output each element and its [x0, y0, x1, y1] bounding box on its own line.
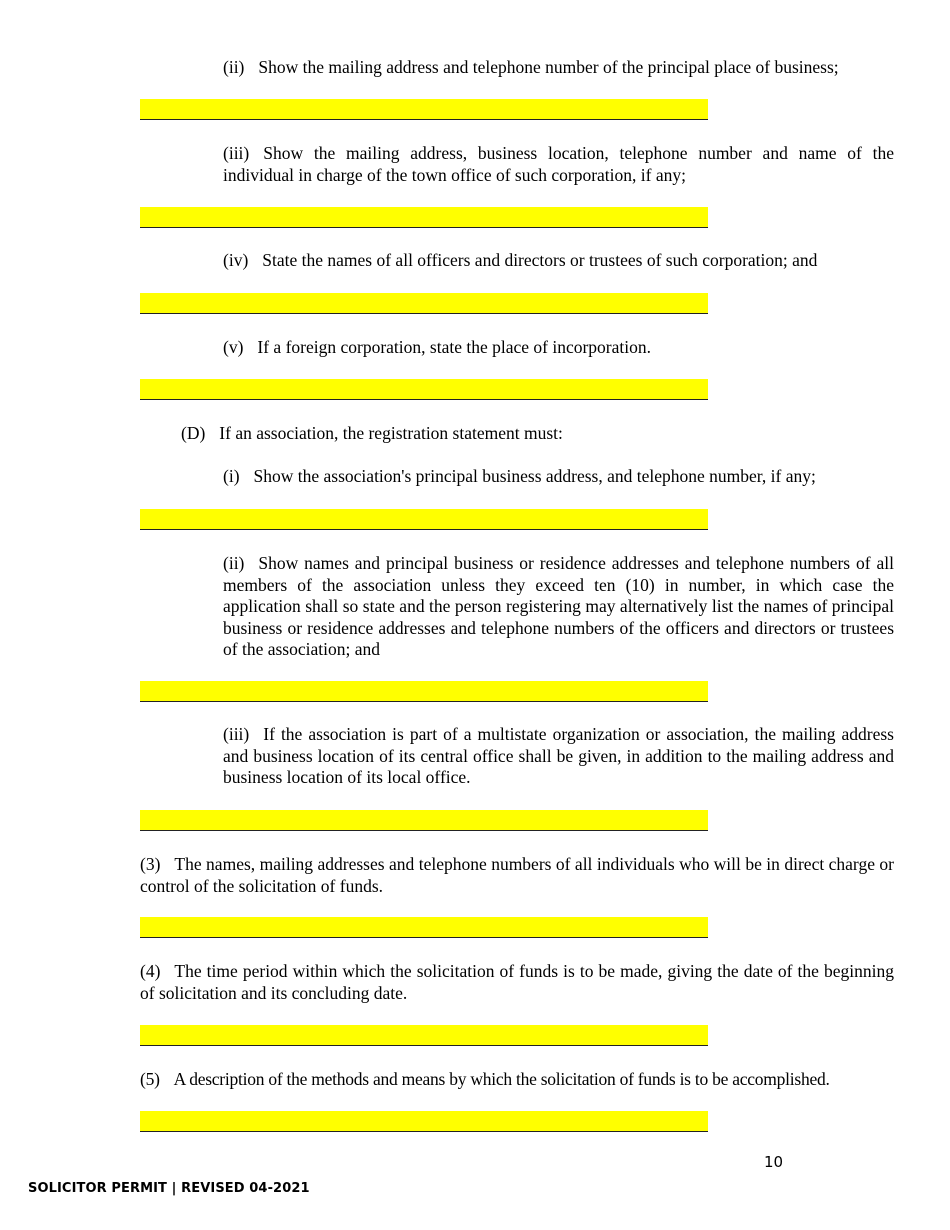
item-corp-iii: [223, 143, 894, 186]
item-corp-v: [223, 337, 903, 359]
item-corp-iv: [223, 250, 903, 272]
answer-field-assoc-ii[interactable]: [140, 681, 708, 702]
item-assoc-i: [223, 466, 903, 488]
item-4: [140, 961, 894, 1004]
item-text: The names, mailing addresses and telephone numbers of all individuals who will be in direct charge or control of the solicitation of funds.: [140, 854, 894, 896]
item-number: (ii): [223, 553, 245, 573]
item-text: If a foreign corporation, state the place of incorporation.: [257, 337, 651, 357]
item-number: (4): [140, 961, 161, 981]
footer-label: SOLICITOR PERMIT | REVISED 04-2021: [28, 1181, 310, 1196]
item-D: [181, 423, 881, 445]
item-5: [140, 1069, 900, 1091]
item-text: Show names and principal business or residence addresses and telephone numbers of all members of the association unless they exceed ten (10) in number, in which case the application shall so state and the person registering may alternatively list the names of principal business or residence addresses and telephone numbers of the officers and directors or trustees of the association; and: [223, 553, 894, 659]
item-number: (v): [223, 337, 244, 357]
item-text: State the names of all officers and directors or trustees of such corporation; and: [262, 250, 818, 270]
answer-field-assoc-i[interactable]: [140, 509, 708, 530]
answer-field-3[interactable]: [140, 917, 708, 938]
item-text: Show the association's principal business address, and telephone number, if any;: [253, 466, 816, 486]
answer-field-assoc-iii[interactable]: [140, 810, 708, 831]
item-number: (5): [140, 1069, 160, 1089]
answer-field-corp-iv[interactable]: [140, 293, 708, 314]
item-text: Show the mailing address and telephone number of the principal place of business;: [258, 57, 839, 77]
item-number: (ii): [223, 57, 245, 77]
page-number: 10: [764, 1153, 784, 1171]
item-text: If the association is part of a multistate organization or association, the mailing address and business location of its central office shall be given, in addition to the mailing address and business location of its local office.: [223, 724, 894, 787]
answer-field-corp-v[interactable]: [140, 379, 708, 400]
item-text: Show the mailing address, business location, telephone number and name of the individual in charge of the town office of such corporation, if any;: [223, 143, 894, 185]
item-number: (i): [223, 466, 240, 486]
item-text: If an association, the registration statement must:: [219, 423, 563, 443]
item-assoc-ii: [223, 553, 894, 661]
item-number: (iii): [223, 143, 250, 163]
item-assoc-iii: [223, 724, 894, 789]
item-number: (iv): [223, 250, 249, 270]
item-text: The time period within which the solicitation of funds is to be made, giving the date of the beginning of solicitation and its concluding date.: [140, 961, 894, 1003]
item-text: A description of the methods and means by which the solicitation of funds is to be accomplished.: [173, 1069, 830, 1089]
answer-field-4[interactable]: [140, 1025, 708, 1046]
item-number: (3): [140, 854, 161, 874]
answer-field-corp-ii[interactable]: [140, 99, 708, 120]
item-corp-ii: [223, 57, 903, 79]
answer-field-5[interactable]: [140, 1111, 708, 1132]
answer-field-corp-iii[interactable]: [140, 207, 708, 228]
item-number: (D): [181, 423, 206, 443]
item-number: (iii): [223, 724, 250, 744]
item-3: [140, 854, 894, 897]
